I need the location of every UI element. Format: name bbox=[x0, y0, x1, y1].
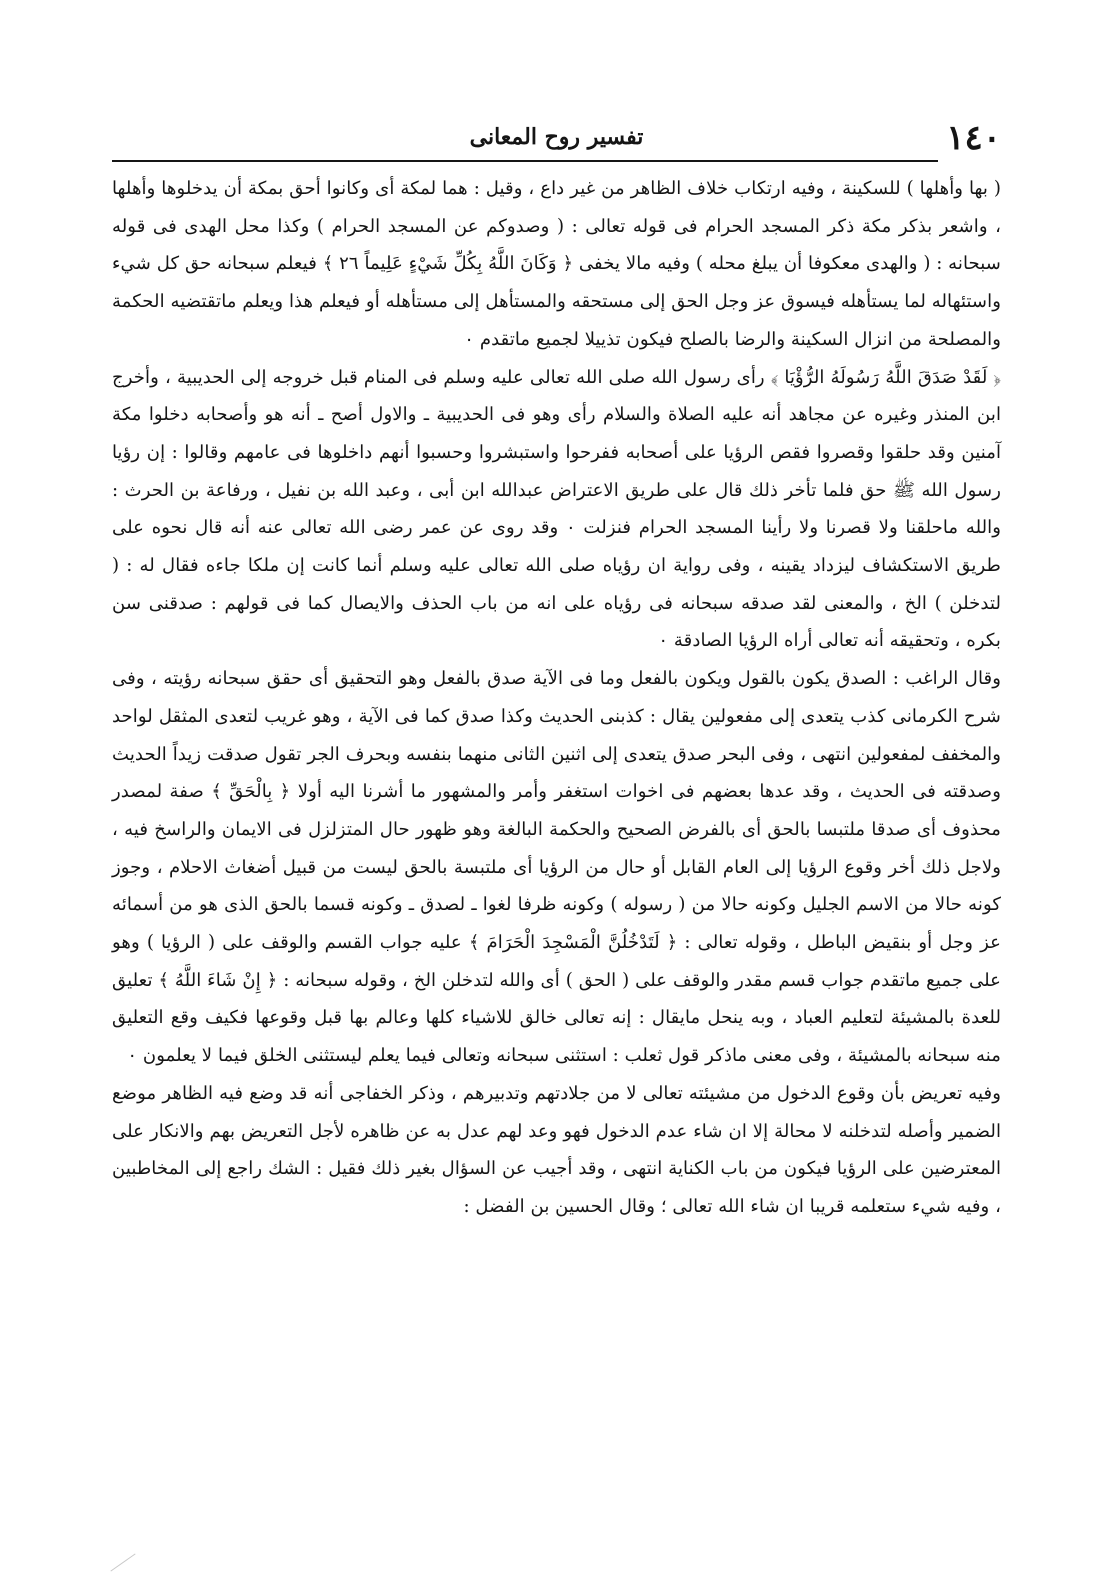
body-text bbox=[112, 170, 1001, 1226]
paragraph-1: ( بها وأهلها ) للسكينة ، وفيه ارتكاب خلاف الظاهر من غير داع ، وقيل : هما لمكة أى وكانوا أحق بمكة أن يدخلوها وأهلها ، واشعر بذكر مكة ذكر المسجد الحرام فى قوله تعالى : ( وصدوكم عن المسجد الحرام ) وكذا محل الهدى فى قوله سبحانه : ( والهدى معكوفا أن يبلغ محله ) وفيه مالا يخفى ﴿ وَكَانَ اللَّهُ بِكُلِّ شَيْءٍ عَلِيماً ٢٦ ﴾ فيعلم سبحانه حق كل شيء واستئهاله لما يستأهله فيسوق عز وجل الحق إلى مستحقه والمستأهل إلى مستأهله أو فيعلم هذا ويعلم ماتقتضيه الحكمة والمصلحة من انزال السكينة والرضا بالصلح فيكون تذييلا لجميع ماتقدم ٠ bbox=[112, 178, 1002, 350]
paragraph-4: وفيه تعريض بأن وقوع الدخول من مشيئته تعالى لا من جلادتهم وتدبيرهم ، وذكر الخفاجى أنه قد وضع فيه الظاهر موضع الضمير وأصله لتدخلنه لا محالة إلا ان شاء عدم الدخول فهو وعد لهم عدل به عن ظاهره لأجل التعريض بهم والانكار على المعترضين على الرؤيا فيكون من باب الكناية انتهى ، وقد أجيب عن السؤال بغير ذلك فقيل : الشك راجع إلى المخاطبين ، وفيه شيء ستعلمه قريبا ان شاء الله تعالى ؛ وقال الحسين بن الفضل : bbox=[112, 1082, 1001, 1217]
paragraph-3: وقال الراغب : الصدق يكون بالقول ويكون بالفعل وما فى الآية صدق بالفعل وهو التحقيق أى حقق سبحانه رؤيته ، وفى شرح الكرمانى كذب يتعدى إلى مفعولين يقال : كذبنى الحديث وكذا صدق كما فى الآية ، وهو غريب لتعدى المثقل لواحد والمخفف لمفعولين انتهى ، وفى البحر صدق يتعدى إلى اثنين الثانى منهما بنفسه وبحرف الجر تقول صدقت زيداً الحديث وصدقته فى الحديث ، وقد عدها بعضهم فى اخوات استغفر وأمر والمشهور ما أشرنا اليه أولا ﴿ بِالْحَقِّ ﴾ صفة لمصدر محذوف أى صدقا ملتبسا بالحق أى بالفرض الصحيح والحكمة البالغة وهو ظهور حال المتزلزل فى الايمان والراسخ فيه ، ولاجل ذلك أخر وقوع الرؤيا إلى العام القابل أو حال من الرؤيا أى ملتبسة بالحق ليست من قبيل أضغاث الاحلام ، وجوز كونه حالا من الاسم الجليل وكونه حالا من ( رسوله ) وكونه ظرفا لغوا ـ لصدق ـ وكونه قسما بالحق الذى هو من أسمائه عز وجل أو بنقيض الباطل ، وقوله تعالى : ﴿ لَتَدْخُلُنَّ الْمَسْجِدَ الْحَرَامَ ﴾ عليه جواب القسم والوقف على ( الرؤيا ) وهو على جميع ماتقدم جواب قسم مقدر والوقف على ( الحق ) أى والله لتدخلن الخ ، وقوله سبحانه : ﴿ إِنْ شَاءَ اللَّهُ ﴾ تعليق للعدة بالمشيئة لتعليم العباد ، وبه ينحل مايقال : إنه تعالى خالق للاشياء كلها وعالم بها قبل وقوعها فكيف وقع التعليق منه سبحانه بالمشيئة ، وفى معنى ماذكر قول ثعلب : استثنى سبحانه وتعالى فيما يعلم ليستثنى الخلق فيما لا يعلمون ٠ bbox=[112, 668, 1001, 1067]
scan-mark bbox=[110, 1553, 135, 1571]
header-divider bbox=[112, 160, 938, 162]
page-number: ١٤٠ bbox=[946, 118, 1001, 158]
paragraph-2: ﴿ لَقَدْ صَدَقَ اللَّهُ رَسُولَهُ الرُّؤْيَا ﴾ رأى رسول الله صلى الله تعالى عليه وسلم فى المنام قبل خروجه إلى الحديبية ، وأخرج ابن المنذر وغيره عن مجاهد أنه عليه الصلاة والسلام رأى وهو فى الحديبية ـ والاول أصح ـ أنه هو وأصحابه دخلوا مكة آمنين وقد حلقوا وقصروا فقص الرؤيا على أصحابه ففرحوا واستبشروا وحسبوا أنهم داخلوها فى عامهم وقالوا : إن رؤيا رسول الله ﷺ حق فلما تأخر ذلك قال على طريق الاعتراض عبدالله ابن أبى ، وعبد الله بن نفيل ، ورفاعة بن الحرث : والله ماحلقنا ولا قصرنا ولا رأينا المسجد الحرام فنزلت ٠ وقد روى عن عمر رضى الله تعالى عنه أنه قال نحوه على طريق الاستكشاف ليزداد يقينه ، وفى رواية ان رؤياه صلى الله تعالى عليه وسلم أنما كانت إن ملكا جاءه فقال له : ( لتدخلن ) الخ ، والمعنى لقد صدقه سبحانه فى رؤياه على انه من باب الحذف والايصال كما فى قولهم : صدقنى سن بكره ، وتحقيقه أنه تعالى أراه الرؤيا الصادقة ٠ bbox=[112, 366, 1001, 652]
running-title: تفسير روح المعانى bbox=[469, 124, 644, 150]
page-header bbox=[112, 118, 1001, 164]
